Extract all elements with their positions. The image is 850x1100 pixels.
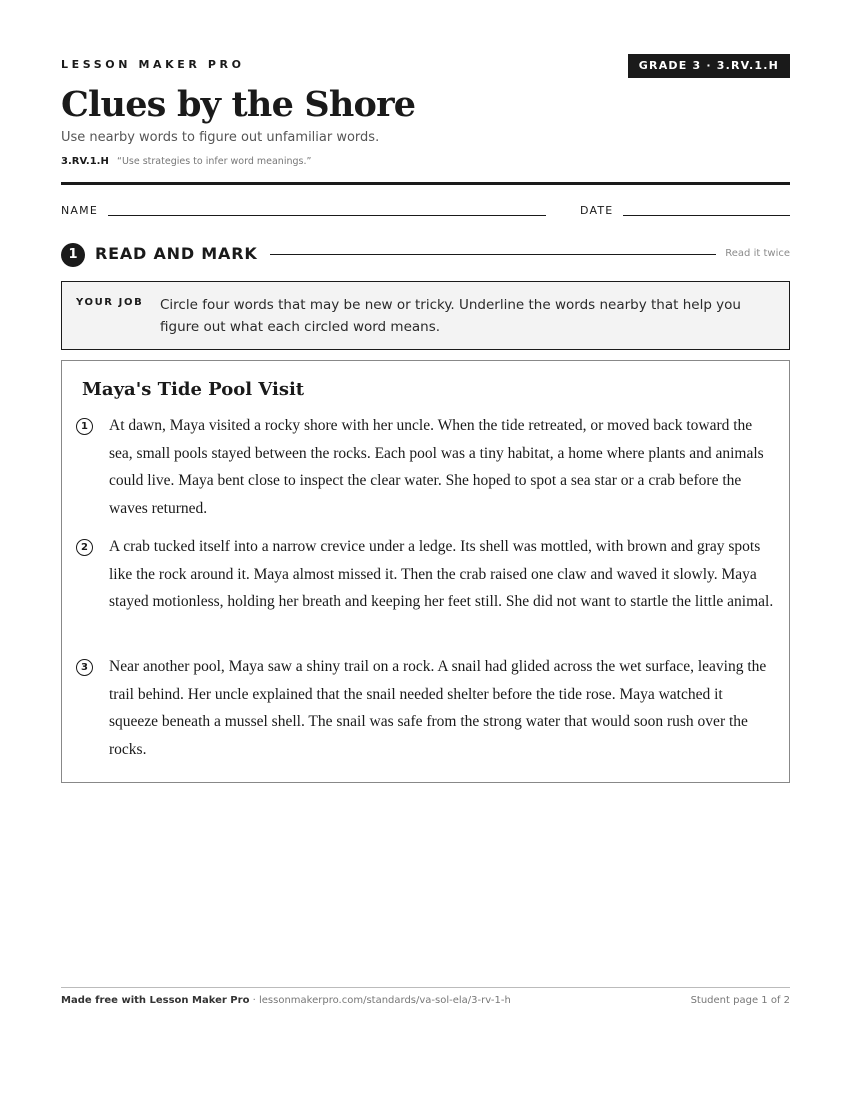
your-job-text: Circle four words that may be new or tricky. Underline the words nearby that help you figure out what each circled word means. bbox=[160, 297, 741, 335]
paragraph-number-badge: 2 bbox=[76, 539, 93, 556]
footer-brand: Made free with Lesson Maker Pro bbox=[61, 995, 250, 1006]
standard-line bbox=[61, 156, 311, 167]
footer-divider bbox=[61, 987, 790, 988]
passage-title: Maya's Tide Pool Visit bbox=[82, 379, 305, 400]
your-job-label: YOUR JOB bbox=[76, 297, 144, 308]
section-title: READ AND MARK bbox=[95, 244, 258, 263]
passage-box bbox=[61, 360, 790, 783]
name-field[interactable] bbox=[108, 215, 546, 216]
section-hint: Read it twice bbox=[725, 248, 790, 259]
footer-separator: · bbox=[249, 995, 259, 1006]
worksheet-page bbox=[61, 0, 790, 1100]
paragraph-text: At dawn, Maya visited a rocky shore with her uncle. When the tide retreated, or moved back toward the sea, small pools stayed between the rocks. Each pool was a tiny habitat, a home where plants and animals could live. Maya bent close to inspect the clear water. She hoped to spot a sea star or a crab before the waves returned. bbox=[109, 417, 764, 517]
section-number-badge: 1 bbox=[61, 243, 85, 267]
date-label: DATE bbox=[580, 204, 614, 217]
date-field[interactable] bbox=[623, 215, 790, 216]
standard-code: 3.RV.1.H bbox=[61, 156, 109, 167]
paragraph-number-badge: 1 bbox=[76, 418, 93, 435]
paragraph-number-badge: 3 bbox=[76, 659, 93, 676]
your-job-box bbox=[61, 281, 790, 350]
page-subtitle: Use nearby words to figure out unfamiliar words. bbox=[61, 130, 380, 145]
paragraph-text: A crab tucked itself into a narrow crevice under a ledge. Its shell was mottled, with brown and gray spots like the rock around it. Maya almost missed it. Then the crab raised one claw and waved it slowly. Maya stayed motionless, holding her breath and keeping her feet still. She did not want to startle the little animal. bbox=[109, 538, 774, 610]
footer-page-number: Student page 1 of 2 bbox=[690, 995, 790, 1006]
grade-badge: GRADE 3 · 3.RV.1.H bbox=[628, 54, 790, 78]
paragraph-text: Near another pool, Maya saw a shiny trail on a rock. A snail had glided across the wet surface, leaving the trail behind. Her uncle explained that the snail needed shelter before the tide rose. Maya watched it squeeze beneath a mussel shell. The snail was safe from the strong water that would soon rush over the rocks. bbox=[109, 658, 767, 758]
standard-quote: “Use strategies to infer word meanings.” bbox=[117, 156, 312, 167]
header-divider bbox=[61, 182, 790, 185]
footer-credit bbox=[61, 995, 511, 1006]
brand-name: LESSON MAKER PRO bbox=[61, 58, 245, 71]
page-title: Clues by the Shore bbox=[61, 84, 416, 125]
name-label: NAME bbox=[61, 204, 98, 217]
footer-url-link[interactable]: lessonmakerpro.com/standards/va-sol-ela/3-rv-1-h bbox=[258, 995, 511, 1006]
section-divider bbox=[270, 254, 716, 255]
